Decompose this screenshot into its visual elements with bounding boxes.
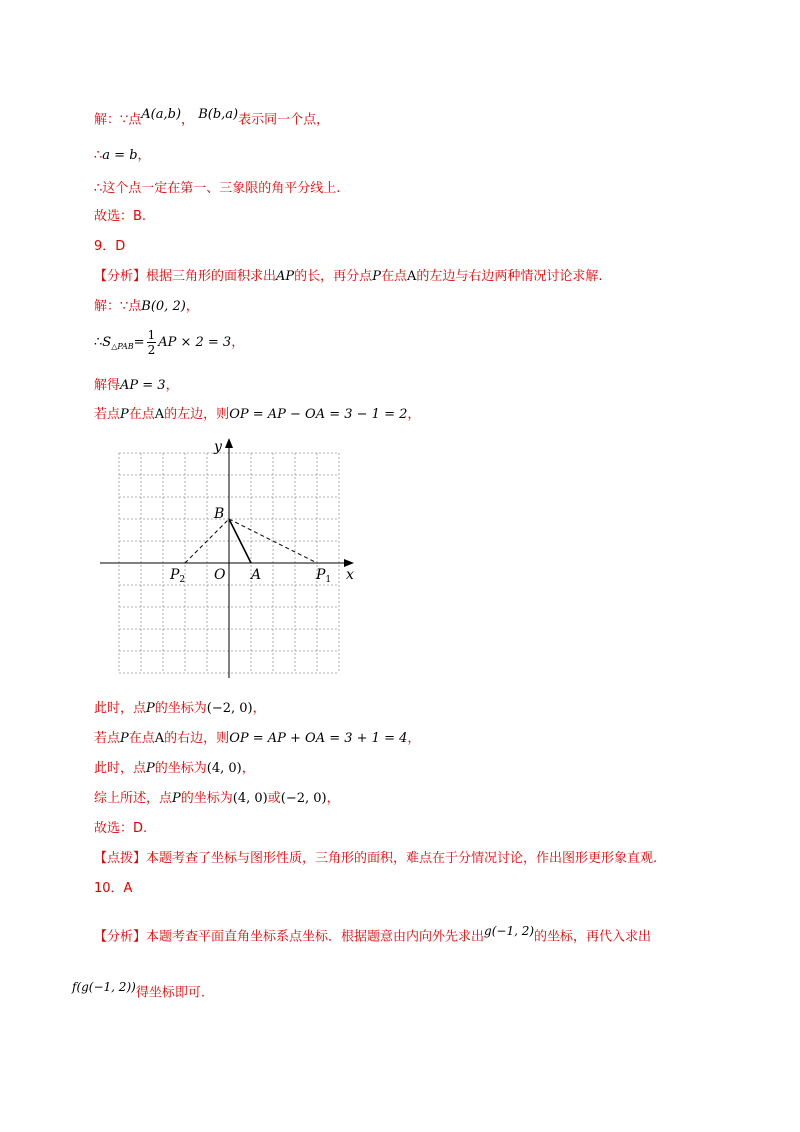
x-axis-arrow — [344, 559, 354, 567]
line-solution-1: 解：∵点$^{A(a,b)}$， $^{B(b,a)}$表示同一个点， — [94, 107, 330, 128]
line-bisector-conclusion: ∴这个点一定在第一、三象限的角平分线上. — [94, 181, 341, 196]
label-p1: $P_1$ — [316, 567, 332, 585]
line-case-left: 若点P在点A的左边，则OP = AP − OA = 3 − 1 = 2， — [94, 407, 421, 422]
line-point-b: 解：∵点B(0, 2)， — [94, 299, 199, 314]
label-x: x — [346, 567, 354, 583]
line-question-10: 10．A — [94, 881, 133, 896]
label-b: B — [214, 506, 225, 522]
line-answer-b: 故选：B. — [94, 209, 147, 224]
line-final-step: $^{f(g(-1, 2))}$得坐标即可. — [72, 980, 205, 1001]
label-a: A — [251, 567, 262, 583]
line-right-coords: 此时，点P的坐标为(4, 0)， — [94, 761, 255, 776]
point-a-coords: A(a,b) — [141, 107, 182, 122]
label-o: O — [214, 567, 226, 583]
y-axis-arrow — [225, 438, 233, 448]
line-answer-d: 故选：D. — [94, 821, 148, 836]
point-b-coords: B(b,a) — [198, 107, 239, 122]
line-analysis-10: 【分析】本题考查平面直角坐标系点坐标．根据题意由内向外先求出$^{g(-1, 2)}$的坐标，再代入求出 — [94, 924, 652, 945]
line-solve-ap: 解得AP = 3， — [94, 378, 179, 393]
line-area-formula: $\therefore S_{\triangle PAB}=$ $\frac{1}{2}$ AP × 2 = 3， — [94, 328, 245, 357]
line-therefore-equal: ∴a = b， — [94, 148, 151, 163]
line-remark: 【点拨】本题考查了坐标与图形性质，三角形的面积，难点在于分情况讨论，作出图形更形象直观. — [94, 851, 658, 866]
fraction-one-half: $\frac{1}{2}$ — [147, 328, 156, 357]
label-y: y — [214, 439, 222, 455]
line-question-9: 9．D — [94, 239, 126, 254]
coordinate-graph — [98, 438, 360, 684]
line-summary: 综上所述，点P的坐标为(4, 0)或(−2, 0)， — [94, 791, 340, 806]
line-left-coords: 此时，点P的坐标为(−2, 0)， — [94, 701, 266, 716]
line-analysis-9: 【分析】根据三角形的面积求出AP的长，再分点P在点A的左边与右边两种情况讨论求解. — [94, 269, 603, 284]
label-p2: $P_2$ — [170, 567, 186, 585]
line-case-right: 若点P在点A的右边，则OP = AP + OA = 3 + 1 = 4， — [94, 731, 421, 746]
